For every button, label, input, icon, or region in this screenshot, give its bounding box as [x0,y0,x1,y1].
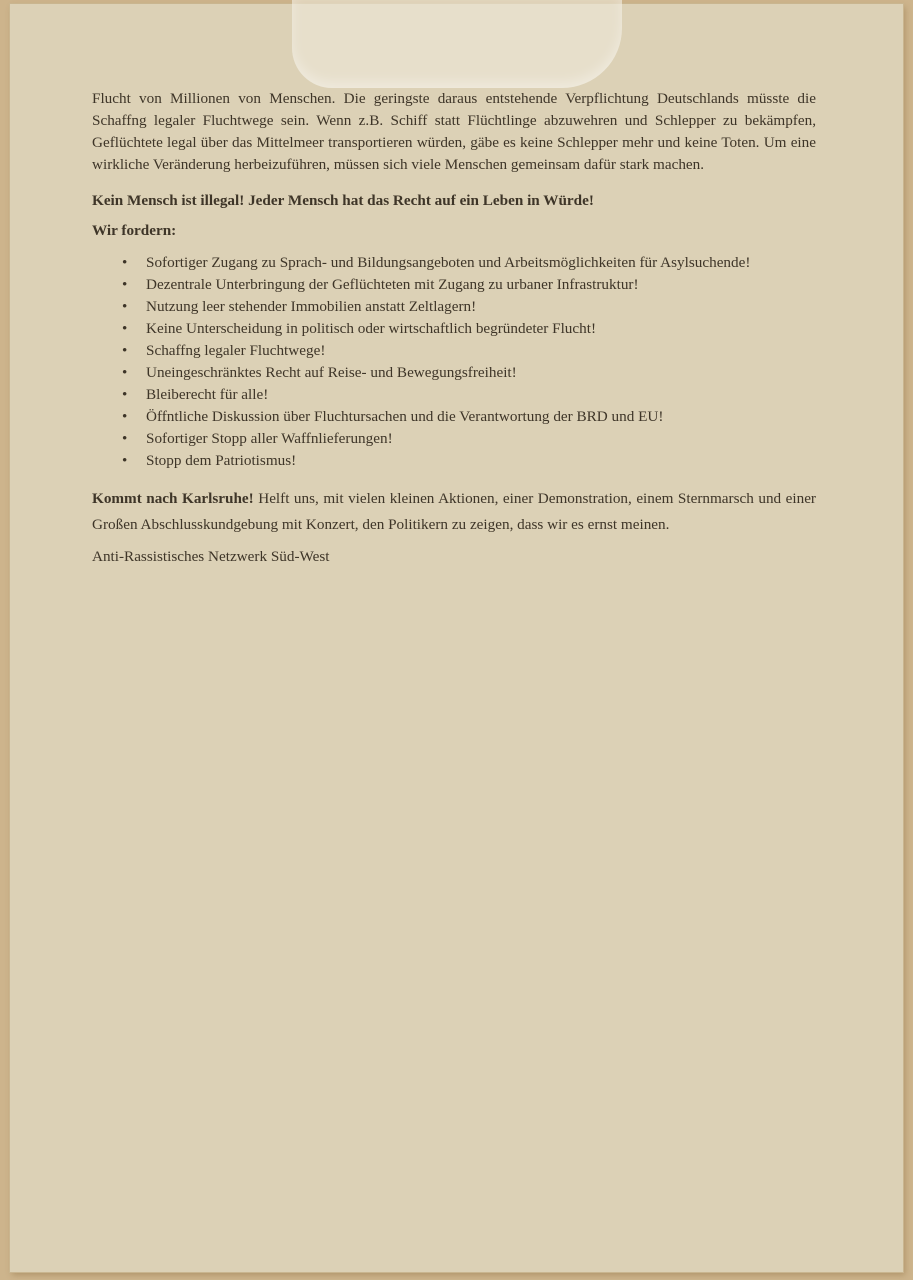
list-item: • Öffntliche Diskussion über Fluchtursachen und die Verantwortung der BRD und EU! [146,406,816,428]
list-item: • Uneingeschränktes Recht auf Reise- und Bewegungsfreiheit! [146,362,816,384]
demands-list [92,252,816,472]
list-item: • Nutzung leer stehender Immobilien anstatt Zeltlagern! [146,296,816,318]
list-item: • Stopp dem Patriotismus! [146,450,816,472]
call-to-action-lead: Kommt nach Karlsruhe! [92,490,254,507]
adhesive-tape [292,0,622,88]
call-to-action [92,486,816,538]
list-item: • Keine Unterscheidung in politisch oder wirtschaftlich begründeter Flucht! [146,318,816,340]
list-item: • Sofortiger Stopp aller Waffnlieferungen! [146,428,816,450]
signature: Anti-Rassistisches Netzwerk Süd-West [92,548,330,565]
list-item: • Sofortiger Zugang zu Sprach- und Bildungsangeboten und Arbeitsmöglichkeiten für Asylsuchende! [146,252,816,274]
demands-heading: Wir fordern: [92,222,177,239]
flyer-content [92,88,816,568]
list-item: • Dezentrale Unterbringung der Geflüchteten mit Zugang zu urbaner Infrastruktur! [146,274,816,296]
list-item: • Schaffng legaler Fluchtwege! [146,340,816,362]
slogan: Kein Mensch ist illegal! Jeder Mensch hat das Recht auf ein Leben in Würde! [92,192,594,209]
intro-paragraph: Flucht von Millionen von Menschen. Die geringste daraus entstehende Verpflichtung Deutschlands müsste die Schaffng legaler Fluchtwege sein. Wenn z.B. Schiff statt Flüchtlinge abzuwehren und Schlepper zu bekämpfen, Geflüchtete legal über das Mittelmeer transportieren würden, gäbe es keine Schlepper mehr und keine Toten. Um eine wirkliche Veränderung herbeizuführen, müssen sich viele Menschen gemeinsam dafür stark machen. [92,90,816,173]
list-item: • Bleiberecht für alle! [146,384,816,406]
call-to-action-text: Helft uns, mit vielen kleinen Aktionen, einer Demonstration, einem Sternmarsch und einer Großen Abschlusskundgebung mit Konzert, den Politikern zu zeigen, dass wir es ernst meinen. [92,490,816,533]
